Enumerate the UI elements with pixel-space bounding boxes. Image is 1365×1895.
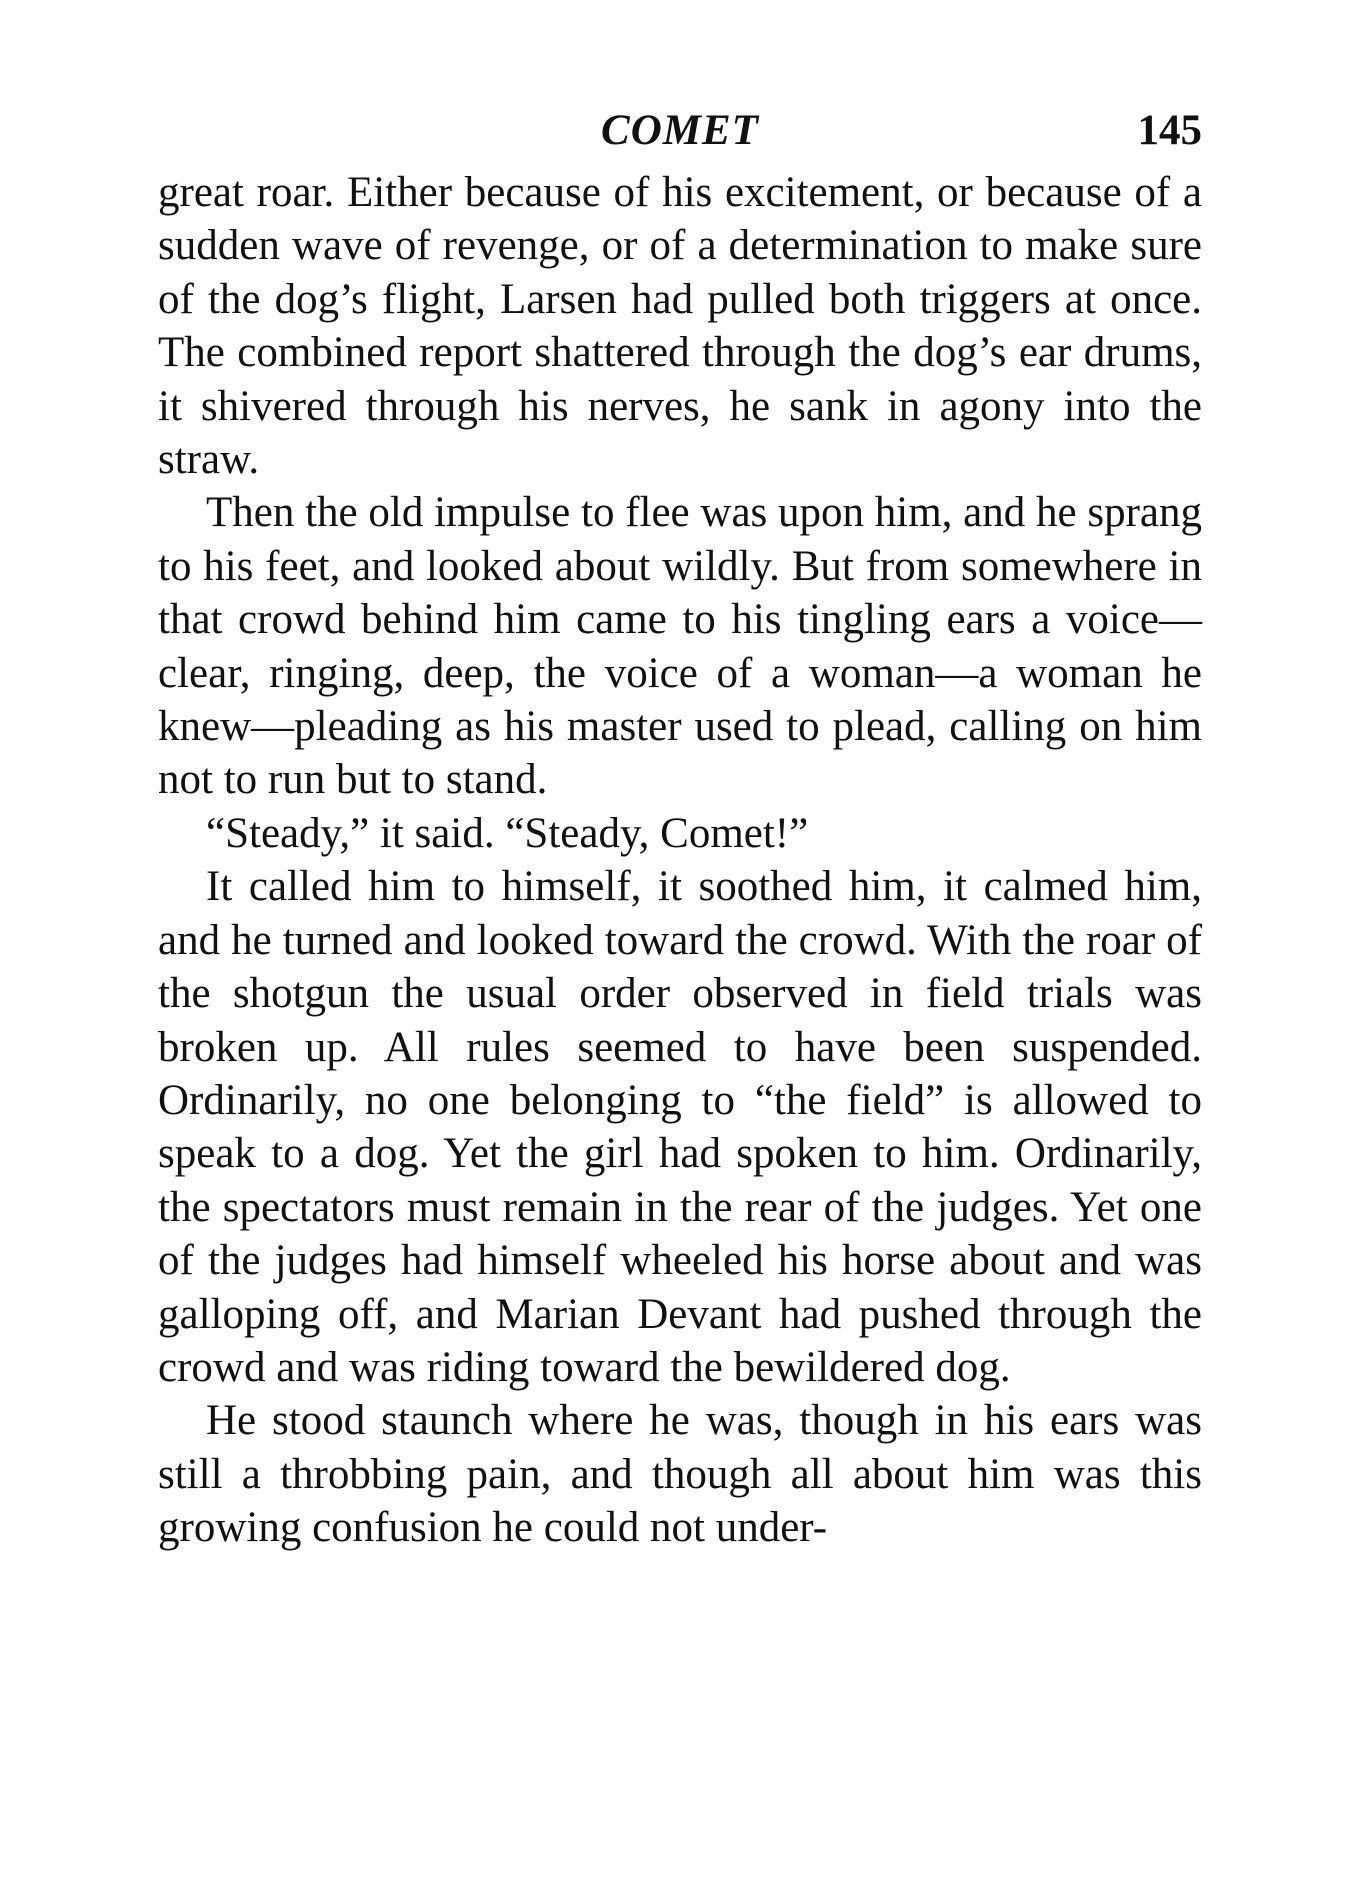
running-title: COMET (601, 107, 759, 154)
body-text (158, 166, 1202, 1555)
paragraph: He stood staunch where he was, though in his ears was still a throbbing pain, and though all about him was this growing confusion he could not under- (158, 1397, 1202, 1552)
book-page (158, 96, 1202, 1555)
paragraph-dialogue: “Steady,” it said. “Steady, Comet!” (206, 809, 809, 857)
paragraph: It called him to himself, it soothed him, it calmed him, and he turned and looked toward the crowd. With the roar of the shotgun the usual order observed in field trials was broken up. All rules seemed to have been suspended. Ordinarily, no one belonging to “the field” is allowed to speak to a dog. Yet the girl had spoken to him. Ordinarily, the spectators must remain in the rear of the judges. Yet one of the judges had himself wheeled his horse about and was galloping off, and Marian Devant had pushed through the crowd and was riding toward the bewildered dog. (158, 863, 1202, 1391)
paragraph: Then the old impulse to flee was upon him, and he sprang to his feet, and looked about wildly. But from somewhere in that crowd behind him came to his tingling ears a voice—clear, ringing, deep, the voice of a woman—a woman he knew—pleading as his master used to plead, calling on him not to run but to stand. (158, 489, 1202, 804)
paragraph-continued: great roar. Either because of his excitement, or because of a sudden wave of revenge, or of a determination to make sure of the dog’s flight, Larsen had pulled both triggers at once. The combined report shattered through the dog’s ear drums, it shivered through his nerves, he sank in agony into the straw. (158, 169, 1202, 484)
page-header (158, 96, 1202, 166)
page-number: 145 (1137, 107, 1202, 154)
